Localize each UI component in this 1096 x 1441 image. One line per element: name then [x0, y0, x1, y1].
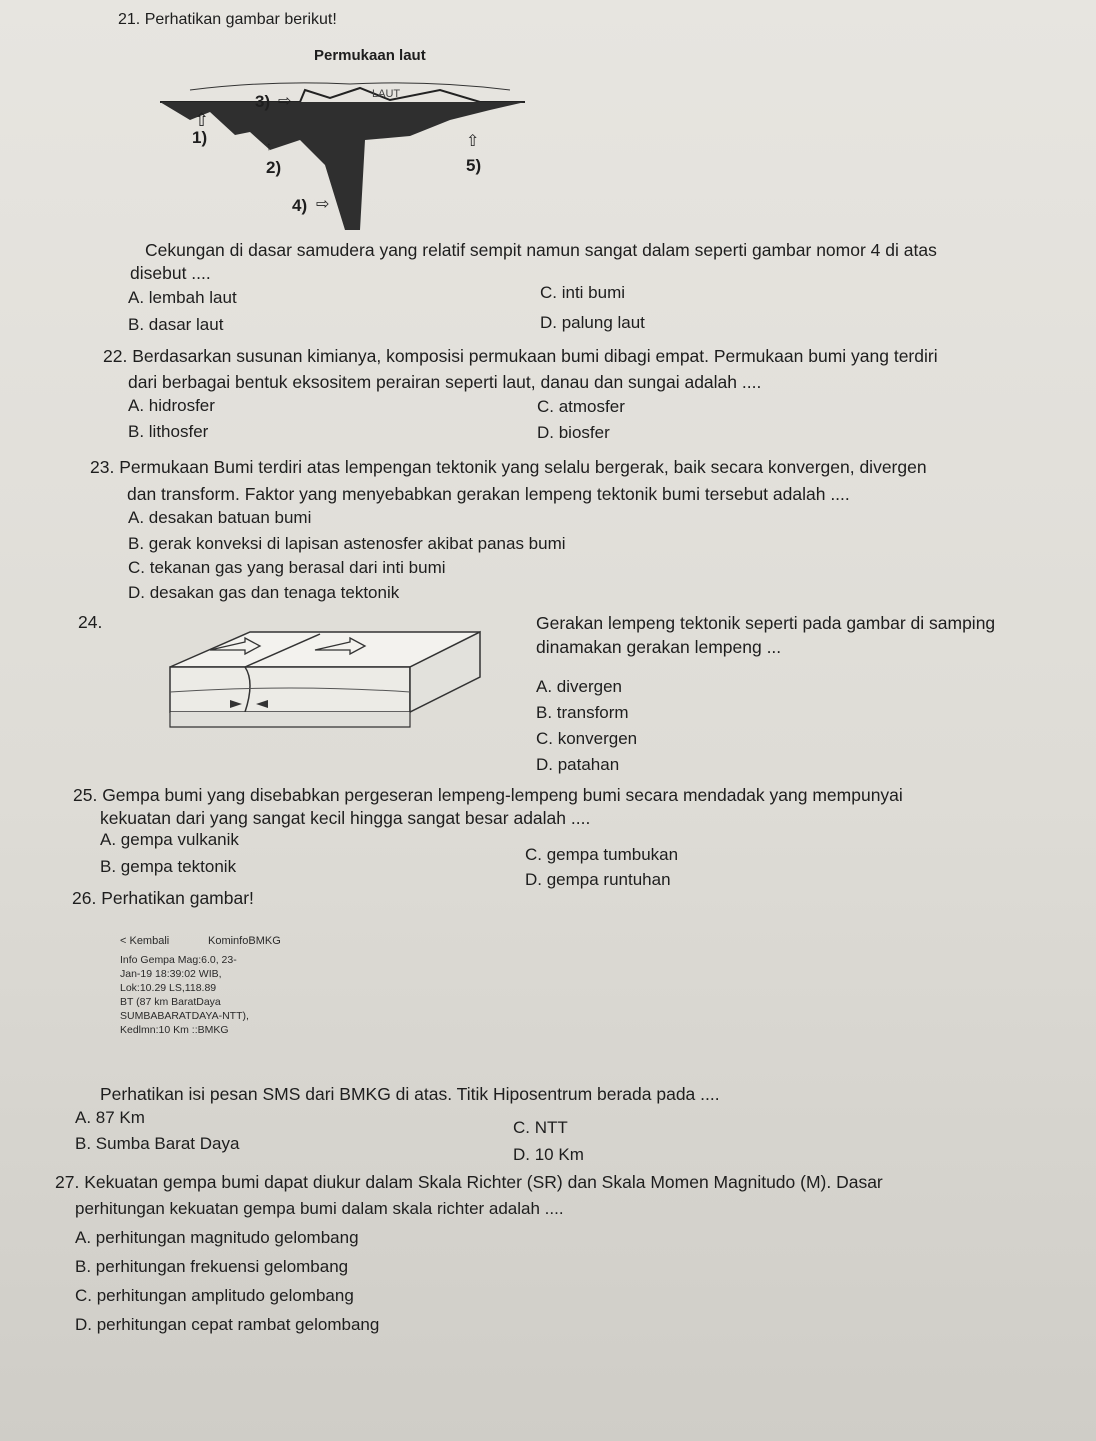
arrow-up-icon: ⇧: [466, 133, 480, 150]
arrow-right-icon: ⇨: [278, 93, 292, 110]
q22-option-a[interactable]: A. hidrosfer: [128, 396, 215, 415]
q24-stem-2: dinamakan gerakan lempeng ...: [536, 637, 782, 657]
arrow-up-icon: ↑: [266, 139, 272, 153]
q23-stem-2: dan transform. Faktor yang menyebabkan gerakan lempeng tektonik bumi tersebut adalah ....: [127, 484, 850, 504]
fig-number-1: 1): [192, 128, 208, 147]
q25-option-a[interactable]: A. gempa vulkanik: [100, 830, 239, 849]
q24-option-c[interactable]: C. konvergen: [536, 729, 638, 748]
sms-back-link[interactable]: < Kembali: [120, 935, 170, 947]
fig-number-3: 3): [255, 92, 271, 111]
q22-option-b[interactable]: B. lithosfer: [128, 422, 209, 441]
q25-stem-2: kekuatan dari yang sangat kecil hingga sangat besar adalah ....: [100, 808, 591, 828]
fig-number-4: 4): [292, 196, 308, 215]
q25-option-d[interactable]: D. gempa runtuhan: [525, 870, 671, 889]
q27-option-c[interactable]: C. perhitungan amplitudo gelombang: [75, 1286, 354, 1305]
q27-option-b[interactable]: B. perhitungan frekuensi gelombang: [75, 1257, 349, 1276]
q21-stem-2: disebut ....: [130, 263, 211, 283]
q21-stem-1: Cekungan di dasar samudera yang relatif sempit namun sangat dalam seperti gambar nomor 4 di atas: [145, 240, 937, 260]
q23-option-c[interactable]: C. tekanan gas yang berasal dari inti bumi: [128, 558, 446, 577]
q24-number: 24.: [78, 612, 103, 632]
sms-line-4: BT (87 km BaratDaya: [120, 996, 221, 1008]
q26-option-c[interactable]: C. NTT: [513, 1118, 568, 1137]
sms-line-2: Jan-19 18:39:02 WIB,: [120, 968, 222, 980]
q26-option-a[interactable]: A. 87 Km: [75, 1108, 145, 1127]
q24-stem-1: Gerakan lempeng tektonik seperti pada gambar di samping: [536, 613, 996, 633]
sms-line-1: Info Gempa Mag:6.0, 23-: [120, 954, 237, 966]
q22-option-c[interactable]: C. atmosfer: [537, 397, 625, 416]
arrow-right-icon: ⇨: [316, 196, 330, 213]
q22-option-d[interactable]: D. biosfer: [537, 423, 610, 442]
arrow-up-icon: ⇧: [194, 110, 210, 130]
q27-option-d[interactable]: D. perhitungan cepat rambat gelombang: [75, 1315, 380, 1334]
fig-number-2: 2): [266, 158, 282, 177]
q25-stem-1: 25. Gempa bumi yang disebabkan pergeseran lempeng-lempeng bumi secara mendadak yang mempunyai: [73, 785, 903, 805]
q26-title: 26. Perhatikan gambar!: [72, 888, 254, 908]
q22-stem-1: 22. Berdasarkan susunan kimianya, komposisi permukaan bumi dibagi empat. Permukaan bumi yang terdiri: [103, 346, 938, 366]
label-permukaan-laut: Permukaan laut: [314, 47, 426, 64]
q25-option-c[interactable]: C. gempa tumbukan: [525, 845, 679, 864]
sms-line-5: SUMBABARATDAYA-NTT),: [120, 1010, 249, 1022]
q21-title: 21. Perhatikan gambar berikut!: [118, 11, 337, 28]
sms-sender: KominfoBMKG: [208, 935, 281, 947]
q24-option-d[interactable]: D. patahan: [536, 755, 620, 774]
q26-option-b[interactable]: B. Sumba Barat Daya: [75, 1134, 240, 1153]
label-laut: LAUT: [372, 88, 401, 100]
fig-number-5: 5): [466, 156, 482, 175]
q24-option-a[interactable]: A. divergen: [536, 677, 622, 696]
q21-option-a[interactable]: A. lembah laut: [128, 288, 237, 307]
q23-option-b[interactable]: B. gerak konveksi di lapisan astenosfer akibat panas bumi: [128, 534, 566, 553]
sms-line-6: Kedlmn:10 Km ::BMKG: [120, 1024, 229, 1036]
q23-option-a[interactable]: A. desakan batuan bumi: [128, 508, 312, 527]
q25-option-b[interactable]: B. gempa tektonik: [100, 857, 237, 876]
q21-option-d[interactable]: D. palung laut: [540, 313, 645, 332]
q21-option-b[interactable]: B. dasar laut: [128, 315, 224, 334]
q27-option-a[interactable]: A. perhitungan magnitudo gelombang: [75, 1228, 359, 1247]
q27-stem-1: 27. Kekuatan gempa bumi dapat diukur dalam Skala Richter (SR) dan Skala Momen Magnitudo (M). Dasar: [55, 1172, 883, 1192]
q22-stem-2: dari berbagai bentuk eksositem perairan seperti laut, danau dan sungai adalah ....: [128, 372, 762, 392]
q23-option-d[interactable]: D. desakan gas dan tenaga tektonik: [128, 583, 400, 602]
q23-stem-1: 23. Permukaan Bumi terdiri atas lempengan tektonik yang selalu bergerak, baik secara konvergen, divergen: [90, 457, 927, 477]
q24-option-b[interactable]: B. transform: [536, 703, 629, 722]
q26-option-d[interactable]: D. 10 Km: [513, 1145, 584, 1164]
transform-plate-diagram: [150, 622, 510, 752]
q21-option-c[interactable]: C. inti bumi: [540, 283, 626, 302]
q26-stem: Perhatikan isi pesan SMS dari BMKG di atas. Titik Hiposentrum berada pada ....: [100, 1084, 720, 1104]
sms-line-3: Lok:10.29 LS,118.89: [120, 982, 217, 994]
q27-stem-2: perhitungan kekuatan gempa bumi dalam skala richter adalah ....: [75, 1199, 564, 1218]
